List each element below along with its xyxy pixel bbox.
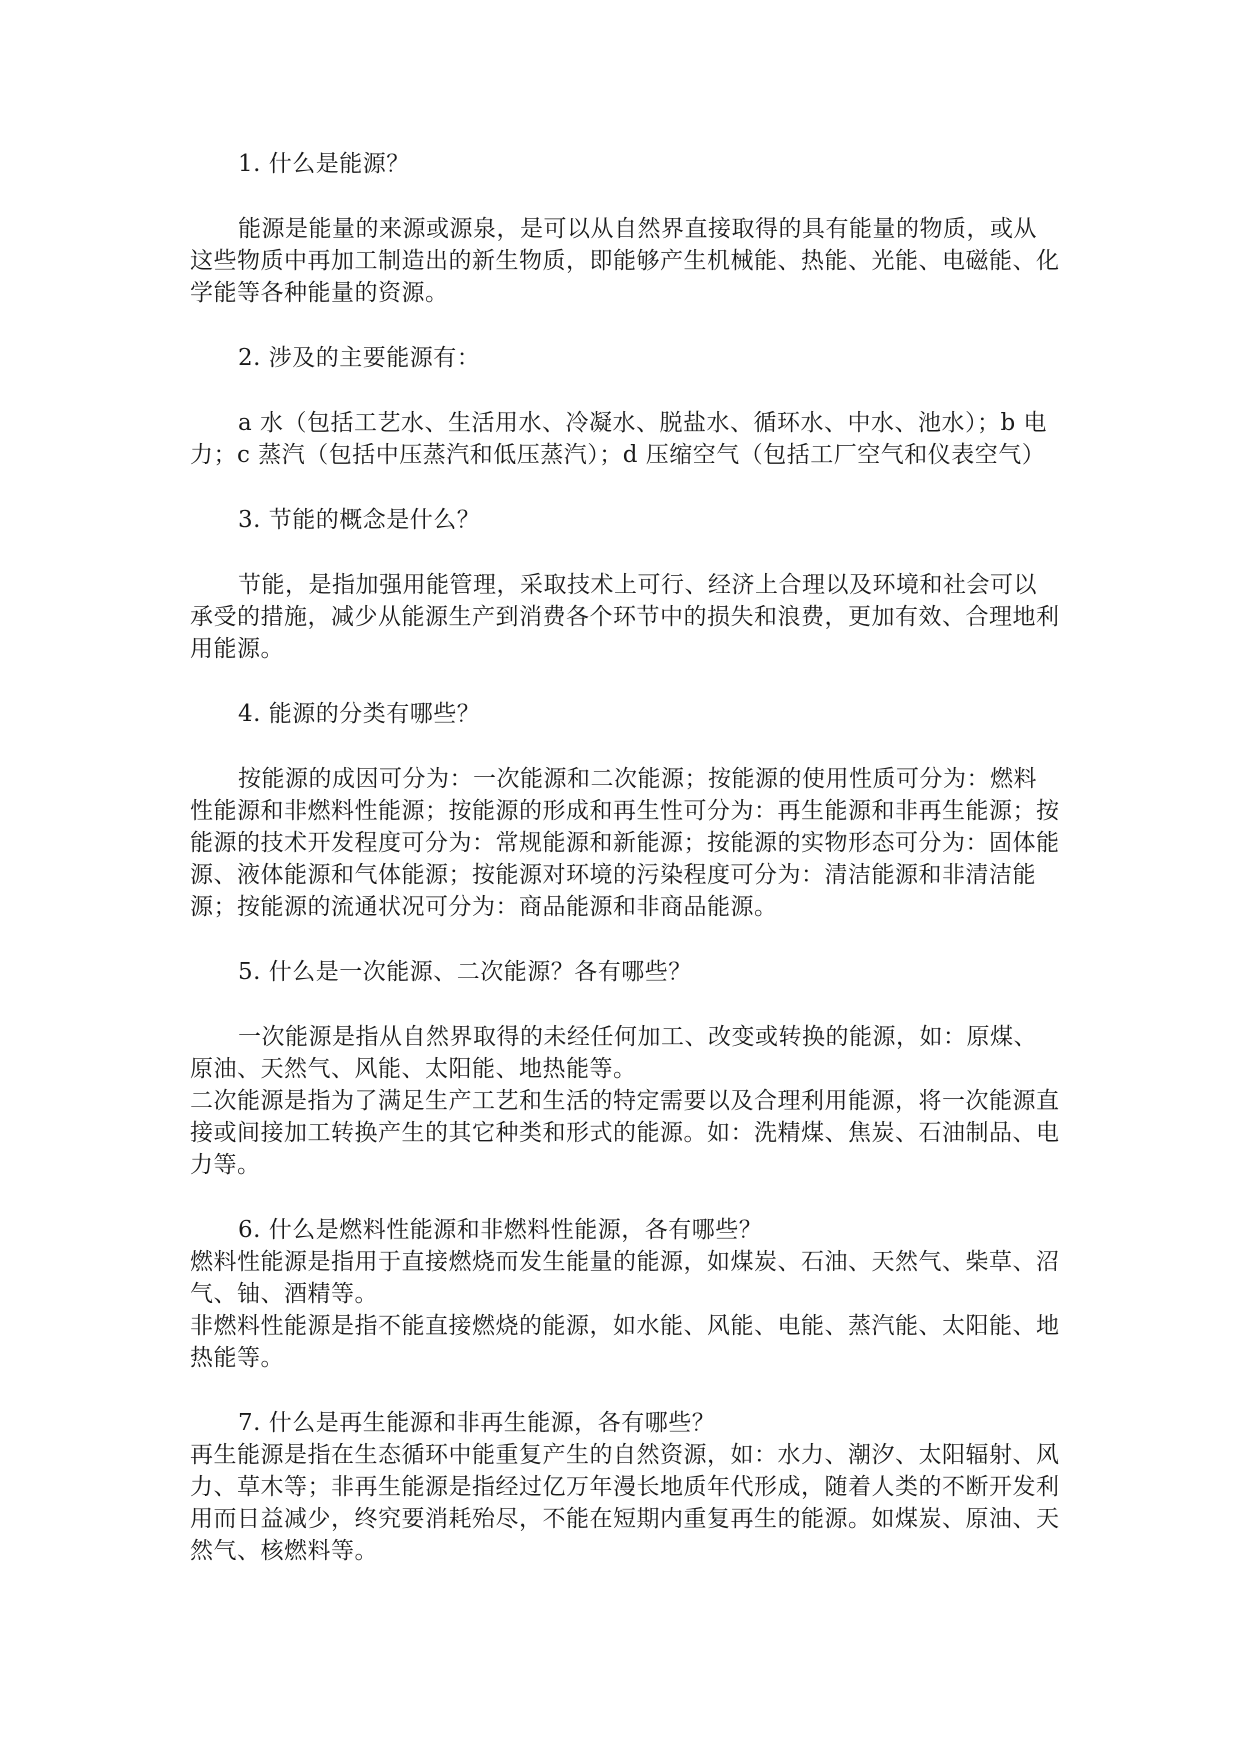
answer-4: 按能源的成因可分为：一次能源和二次能源；按能源的使用性质可分为：燃料性能源和非燃料性能源；按能源的形成和再生性可分为：再生能源和非再生能源；按能源的技术开发程度可分为：常规能源和新能源；按能源的实物形态可分为：固体能源、液体能源和气体能源；按能源对环境的污染程度可分为：清洁能源和非清洁能源；按能源的流通状况可分为：商品能源和非商品能源。 — [190, 766, 1060, 920]
question-6: 6. 什么是燃料性能源和非燃料性能源，各有哪些？ — [238, 1217, 763, 1243]
document-body — [190, 148, 1060, 1567]
question-5: 5. 什么是一次能源、二次能源？各有哪些？ — [238, 959, 692, 985]
answer-6-nonfuel: 非燃料性能源是指不能直接燃烧的能源，如水能、风能、电能、蒸汽能、太阳能、地热能等。 — [190, 1313, 1060, 1371]
answer-5-secondary: 二次能源是指为了满足生产工艺和生活的特定需要以及合理利用能源，将一次能源直接或间接加工转换产生的其它种类和形式的能源。如：洗精煤、焦炭、石油制品、电力等。 — [190, 1088, 1060, 1178]
question-7: 7. 什么是再生能源和非再生能源，各有哪些？ — [238, 1410, 716, 1436]
question-3: 3. 节能的概念是什么？ — [238, 507, 481, 533]
answer-1: 能源是能量的来源或源泉，是可以从自然界直接取得的具有能量的物质，或从这些物质中再加工制造出的新生物质，即能够产生机械能、热能、光能、电磁能、化学能等各种能量的资源。 — [190, 216, 1060, 306]
answer-3: 节能，是指加强用能管理，采取技术上可行、经济上合理以及环境和社会可以承受的措施，减少从能源生产到消费各个环节中的损失和浪费，更加有效、合理地利用能源。 — [190, 572, 1060, 662]
question-2: 2. 涉及的主要能源有： — [238, 345, 481, 371]
answer-7: 再生能源是指在生态循环中能重复产生的自然资源，如：水力、潮汐、太阳辐射、风力、草木等；非再生能源是指经过亿万年漫长地质年代形成，随着人类的不断开发利用而日益减少，终究要消耗殆尽，不能在短期内重复再生的能源。如煤炭、原油、天然气、核燃料等。 — [190, 1442, 1060, 1564]
answer-2: a 水（包括工艺水、生活用水、冷凝水、脱盐水、循环水、中水、池水）；b 电力；c 蒸汽（包括中压蒸汽和低压蒸汽）；d 压缩空气（包括工厂空气和仪表空气） — [190, 410, 1048, 468]
answer-6-fuel: 燃料性能源是指用于直接燃烧而发生能量的能源，如煤炭、石油、天然气、柴草、沼气、铀、酒精等。 — [190, 1249, 1060, 1307]
question-1: 1. 什么是能源？ — [238, 151, 410, 177]
answer-5-primary: 一次能源是指从自然界取得的未经任何加工、改变或转换的能源，如：原煤、原油、天然气、风能、太阳能、地热能等。 — [190, 1024, 1037, 1082]
question-4: 4. 能源的分类有哪些？ — [238, 701, 481, 727]
